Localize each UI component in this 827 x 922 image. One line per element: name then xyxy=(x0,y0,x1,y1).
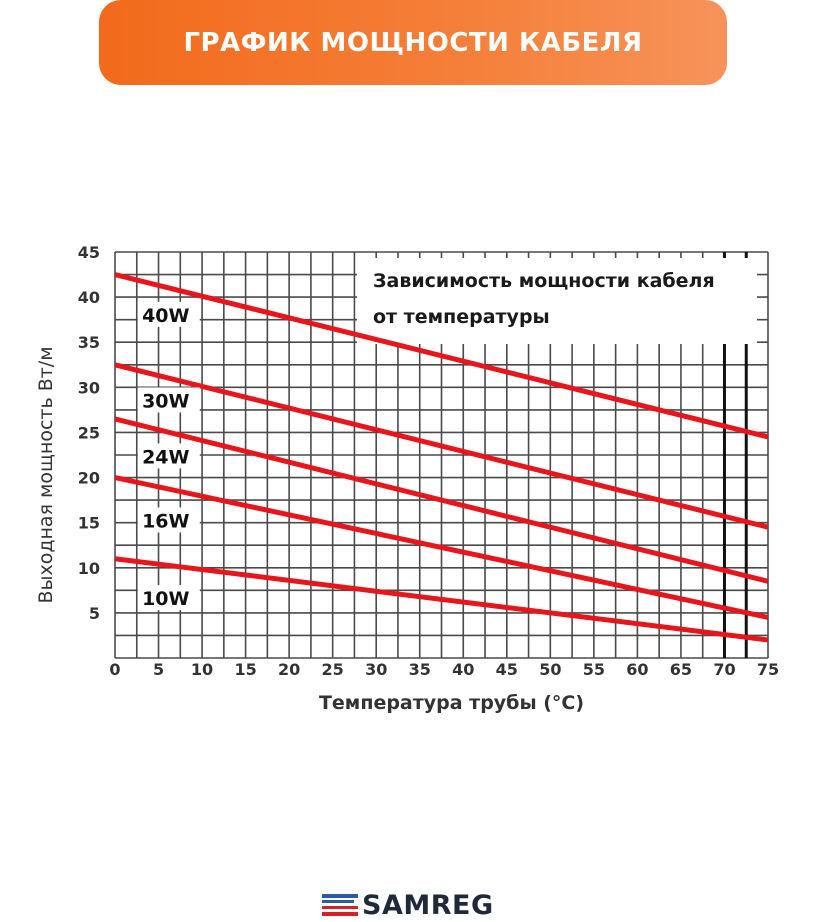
y-axis-label: Выходная мощность Вт/м xyxy=(35,346,57,604)
x-tick-label: 65 xyxy=(669,660,693,679)
y-tick-label: 20 xyxy=(77,468,100,488)
header-banner xyxy=(99,0,727,85)
chart-title-line: от температуры xyxy=(373,306,550,328)
x-tick-label: 50 xyxy=(539,660,562,679)
x-tick-label: 20 xyxy=(278,660,301,679)
x-tick-label: 5 xyxy=(152,660,165,679)
y-tick-label: 10 xyxy=(77,558,100,578)
x-tick-label: 15 xyxy=(234,660,257,679)
series-label: 16W xyxy=(142,510,190,533)
x-tick-label: 10 xyxy=(190,660,214,679)
y-tick-label: 30 xyxy=(77,378,100,398)
x-tick-label: 35 xyxy=(408,660,431,679)
power-chart xyxy=(0,230,827,730)
series-label: 10W xyxy=(142,588,190,611)
x-tick-label: 75 xyxy=(756,660,780,679)
y-tick-label: 25 xyxy=(77,423,100,443)
x-tick-label: 60 xyxy=(626,660,649,679)
chart-title-line: Зависимость мощности кабеля xyxy=(373,270,715,292)
y-tick-label: 15 xyxy=(77,513,100,533)
brand-name: SAMREG xyxy=(362,889,494,921)
flag-icon xyxy=(322,892,358,918)
y-tick-label: 45 xyxy=(77,243,100,262)
x-tick-label: 55 xyxy=(582,660,605,679)
y-tick-label: 40 xyxy=(77,288,100,308)
x-tick-label: 30 xyxy=(365,660,388,679)
x-tick-label: 0 xyxy=(109,660,121,679)
x-axis-label: Температура трубы (°C) xyxy=(318,692,585,714)
series-label: 40W xyxy=(142,304,190,327)
x-tick-label: 25 xyxy=(321,660,344,679)
page-title: ГРАФИК МОЩНОСТИ КАБЕЛЯ xyxy=(183,27,643,58)
y-tick-label: 35 xyxy=(77,333,100,353)
brand-logo xyxy=(322,888,502,922)
y-tick-label: 5 xyxy=(88,603,100,623)
x-tick-label: 70 xyxy=(713,660,736,679)
x-tick-label: 40 xyxy=(452,660,475,679)
series-label: 30W xyxy=(142,390,190,413)
x-tick-label: 45 xyxy=(495,660,518,679)
series-label: 24W xyxy=(142,446,190,469)
